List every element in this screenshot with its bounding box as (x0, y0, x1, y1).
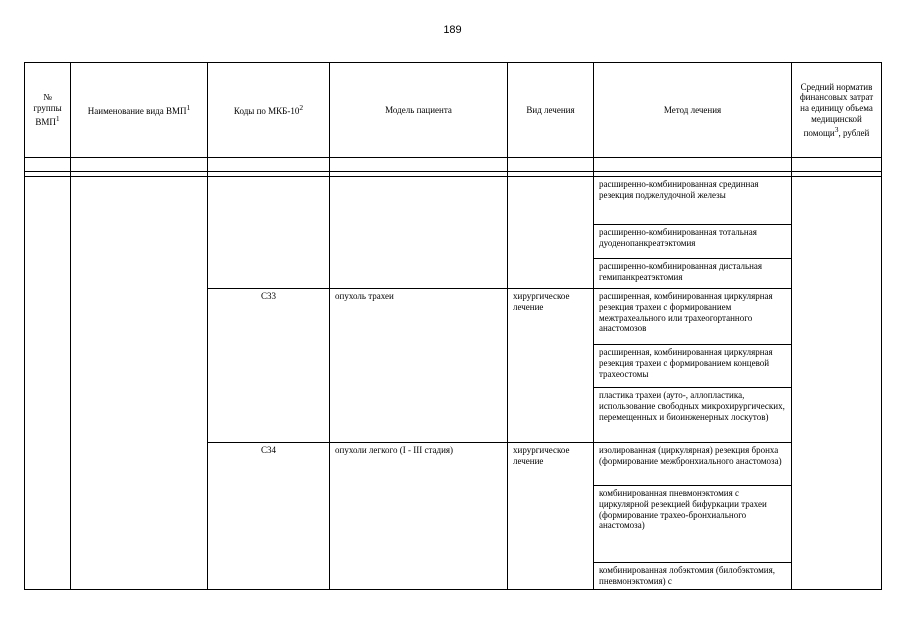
treatment-method-cell: расширенная, комбинированная циркулярная резекция трахеи с формированием концевой трахеостомы (594, 345, 792, 388)
vmp-table (24, 62, 882, 590)
treatment-type-cell: хирургическое лечение (508, 289, 594, 443)
treatment-method-cell: пластика трахеи (ауто-, аллопластика, использование свободных микрохирургических, перемещенных и биоинженерных лоскутов) (594, 388, 792, 443)
icd-code-cell (208, 177, 330, 289)
header-group-number: № группы ВМП$^1$ (25, 63, 71, 158)
header-patient-model: Модель пациента (330, 63, 508, 158)
treatment-method-cell: комбинированная лобэктомия (билобэктомия, пневмонэктомия) с (594, 563, 792, 590)
treatment-type-cell: хирургическое лечение (508, 443, 594, 590)
treatment-method-cell: комбинированная пневмонэктомия с циркулярной резекцией бифуркации трахеи (формирование трахео-бронхиального анастомоза) (594, 486, 792, 563)
patient-model-cell: опухоли легкого (I - III стадия) (330, 443, 508, 590)
header-cost-norm: Средний норматив финансовых затрат на единицу объема медицинской помощи$^3$, рублей (792, 63, 882, 158)
header-treatment-type: Вид лечения (508, 63, 594, 158)
header-icd-codes: Коды по МКБ-$10^2$ (208, 63, 330, 158)
treatment-method-cell: расширенно-комбинированная дистальная гемипанкреатэктомия (594, 259, 792, 289)
patient-model-cell (330, 177, 508, 289)
treatment-type-cell (508, 177, 594, 289)
treatment-method-cell: расширенная, комбинированная циркулярная резекция трахеи с формированием межтрахеального или трахеогортанного анастомозов (594, 289, 792, 345)
group-number-cell (25, 177, 71, 590)
page-number: 189 (443, 24, 462, 36)
header-treatment-method: Метод лечения (594, 63, 792, 158)
header-vmp-name: Наименование вида ВМП$^1$ (71, 63, 208, 158)
treatment-method-cell: расширенно-комбинированная тотальная дуоденопанкреатэктомия (594, 225, 792, 259)
treatment-method-cell: изолированная (циркулярная) резекция бронха (формирование межбронхиального анастомоза) (594, 443, 792, 486)
icd-code-cell: C34 (208, 443, 330, 590)
table-row (25, 177, 882, 225)
treatment-method-cell: расширенно-комбинированная срединная резекция поджелудочной железы (594, 177, 792, 225)
patient-model-cell: опухоль трахеи (330, 289, 508, 443)
header-row (25, 63, 882, 158)
spacer-row (25, 158, 882, 172)
vmp-name-cell (71, 177, 208, 590)
icd-code-cell: C33 (208, 289, 330, 443)
cost-norm-cell (792, 177, 882, 590)
